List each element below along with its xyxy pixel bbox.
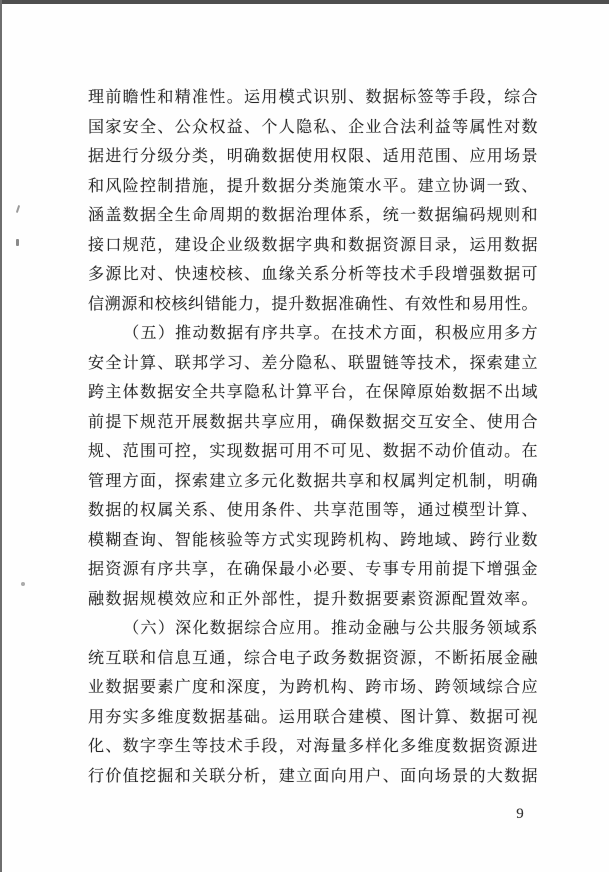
body-line: 接口规范，建设企业级数据字典和数据资源目录，运用数据 bbox=[88, 236, 538, 254]
body-line: 安全计算、联邦学习、差分隐私、联盟链等技术，探索建立 bbox=[88, 354, 538, 372]
body-line-section-6: （六）深化数据综合应用。推动金融与公共服务领域系 bbox=[123, 620, 538, 637]
body-line: 融数据规模效应和正外部性，提升数据要素资源配置效率。 bbox=[88, 590, 538, 608]
body-line: 多源比对、快速校核、血缘关系分析等技术手段增强数据可 bbox=[88, 266, 538, 283]
body-line: 和风险控制措施，提升数据分类施策水平。建立协调一致、 bbox=[88, 177, 538, 195]
scan-artifact bbox=[21, 582, 25, 586]
body-line: 理前瞻性和精准性。运用模式识别、数据标签等手段，综合 bbox=[88, 89, 538, 106]
body-line: 据资源有序共享，在确保最小必要、专事专用前提下增强金 bbox=[88, 561, 538, 578]
scan-edge-left bbox=[0, 0, 2, 872]
body-line: 涵盖数据全生命周期的数据治理体系，统一数据编码规则和 bbox=[88, 207, 538, 224]
body-line: 国家安全、公众权益、个人隐私、企业合法利益等属性对数 bbox=[88, 118, 538, 136]
body-line: 管理方面，探索建立多元化数据共享和权属判定机制，明确 bbox=[88, 472, 538, 490]
page-number: 9 bbox=[516, 806, 524, 822]
body-line: 业数据要素广度和深度，为跨机构、跨市场、跨领域综合应 bbox=[88, 679, 538, 696]
body-text bbox=[88, 83, 538, 791]
body-line: 跨主体数据安全共享隐私计算平台，在保障原始数据不出域 bbox=[88, 384, 538, 401]
body-line: 化、数字孪生等技术手段，对海量多样化多维度数据资源进 bbox=[88, 738, 538, 755]
scan-artifact bbox=[16, 205, 20, 213]
body-line: 据进行分级分类，明确数据使用权限、适用范围、应用场景 bbox=[88, 148, 538, 165]
body-line: 用夯实多维度数据基础。运用联合建模、图计算、数据可视 bbox=[88, 708, 538, 726]
scan-edge-top bbox=[0, 0, 609, 4]
body-line: 数据的权属关系、使用条件、共享范围等，通过模型计算、 bbox=[88, 502, 538, 519]
scan-artifact bbox=[16, 239, 19, 246]
body-line: 前提下规范开展数据共享应用，确保数据交互安全、使用合 bbox=[88, 413, 538, 431]
body-line-section-5: （五）推动数据有序共享。在技术方面，积极应用多方 bbox=[123, 325, 538, 342]
body-line: 信溯源和校核纠错能力，提升数据准确性、有效性和易用性。 bbox=[88, 295, 538, 313]
body-line: 模糊查询、智能核验等方式实现跨机构、跨地域、跨行业数 bbox=[88, 531, 538, 549]
body-line: 行价值挖掘和关联分析，建立面向用户、面向场景的大数据 bbox=[88, 767, 538, 785]
body-line: 统互联和信息互通，综合电子政务数据资源，不断拓展金融 bbox=[88, 649, 538, 667]
body-line: 规、范围可控，实现数据可用不可见、数据不动价值动。在 bbox=[88, 443, 538, 460]
